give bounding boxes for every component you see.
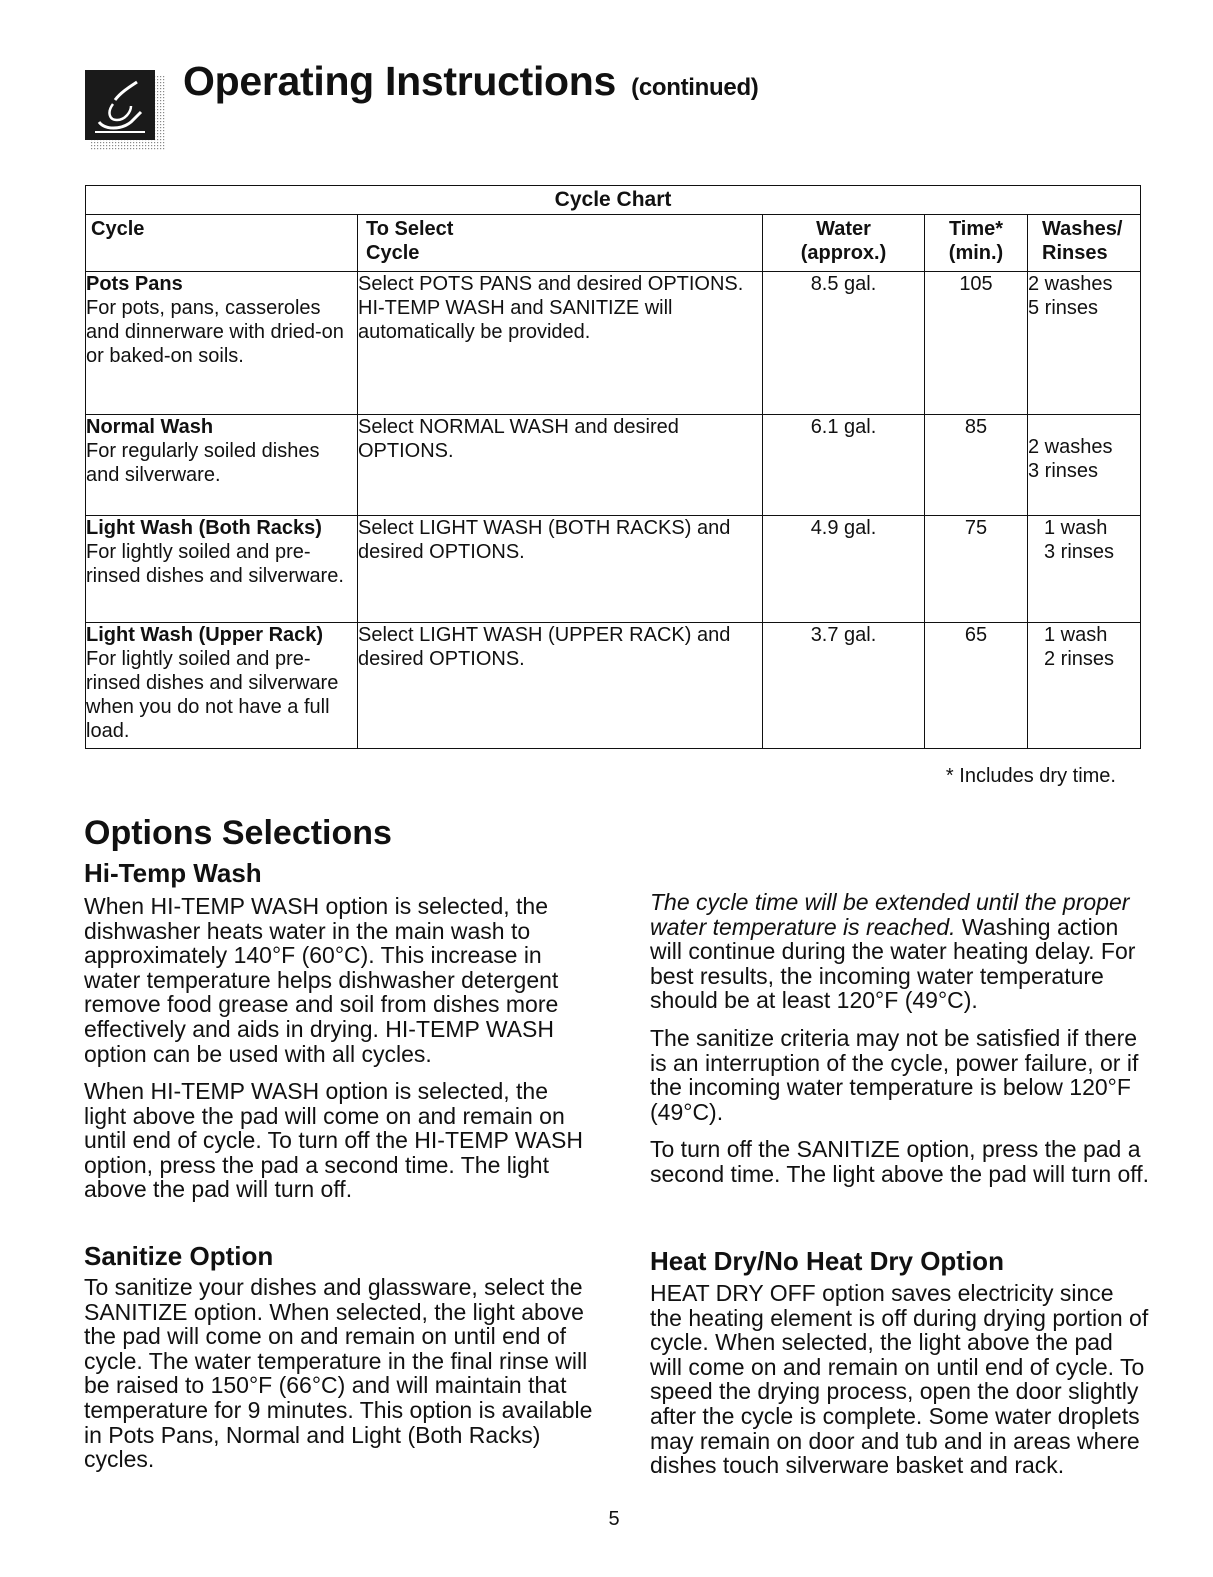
right-paragraph-2: The sanitize criteria may not be satisfied if there is an interruption of the cycle, power failure, or if the incoming water temperature is below 120°F (49°C). xyxy=(650,1025,1139,1125)
cycle-cell xyxy=(86,415,358,516)
cycle-cell xyxy=(86,272,358,415)
title-text: Operating Instructions xyxy=(183,58,617,104)
cycle-name: Pots Pans xyxy=(86,273,183,295)
cycle-cell xyxy=(86,516,358,623)
dishwasher-hand-icon xyxy=(85,70,165,150)
water-cell: 8.5 gal. xyxy=(763,272,925,415)
to-select-cell: Select NORMAL WASH and desired OPTIONS. xyxy=(358,415,763,516)
washes-cell xyxy=(1028,516,1141,623)
section-title: Options Selections xyxy=(84,814,392,852)
header-cycle-label: Cycle xyxy=(91,218,145,240)
cycle-description: For lightly soiled and pre-rinsed dishes and silverware when you do not have a full load. xyxy=(86,648,339,742)
hi-temp-paragraph-2: When HI-TEMP WASH option is selected, the light above the pad will come on and remain on until end of cycle. To turn off the HI-TEMP WASH option, press the pad a second time. The light above the pad will turn off. xyxy=(84,1078,583,1203)
table-row xyxy=(86,623,1141,749)
time-cell: 85 xyxy=(925,415,1028,516)
sanitize-paragraph: To sanitize your dishes and glassware, select the SANITIZE option. When selected, the light above the pad will come on and remain on until end of cycle. The water temperature in the final rinse will be raised to 150°F (66°C) and will maintain that temperature for 9 minutes. This option is available in Pots Pans, Normal and Light (Both Racks) cycles. xyxy=(84,1274,593,1473)
heat-dry-paragraph: HEAT DRY OFF option saves electricity since the heating element is off during drying portion of cycle. When selected, the light above the pad will come on and remain on until end of cycle. To speed the drying process, open the door slightly after the cycle is complete. Some water droplets may remain on door and tub and in areas where dishes touch silverware basket and rack. xyxy=(650,1280,1149,1479)
washes-value: 2 washes xyxy=(1028,273,1113,295)
header-to-select xyxy=(358,215,763,272)
cycle-chart-caption: Cycle Chart xyxy=(86,186,1141,215)
cycle-name: Light Wash (Upper Rack) xyxy=(86,624,324,646)
header-washes xyxy=(1028,215,1141,272)
water-cell: 3.7 gal. xyxy=(763,623,925,749)
cycle-cell xyxy=(86,623,358,749)
time-cell: 75 xyxy=(925,516,1028,623)
washes-cell xyxy=(1028,623,1141,749)
hi-temp-heading: Hi-Temp Wash xyxy=(84,858,262,888)
header-water xyxy=(763,215,925,272)
header-water-line1: Water xyxy=(816,218,871,240)
rinses-value: 2 rinses xyxy=(1044,648,1115,670)
washes-value: 1 wash xyxy=(1044,624,1108,646)
header-water-line2: (approx.) xyxy=(800,242,887,264)
washes-cell xyxy=(1028,272,1141,415)
header-to-select-line1: To Select xyxy=(366,218,454,240)
cycle-description: For regularly soiled dishes and silverware. xyxy=(86,440,320,486)
water-cell: 6.1 gal. xyxy=(763,415,925,516)
header-to-select-line2: Cycle xyxy=(366,242,420,264)
cycle-description: For lightly soiled and pre-rinsed dishes and silverware. xyxy=(86,541,344,587)
right-paragraph-1 xyxy=(650,890,1150,1013)
header-washes-line1: Washes/ xyxy=(1042,218,1123,240)
washes-value: 1 wash xyxy=(1044,517,1108,539)
time-cell: 65 xyxy=(925,623,1028,749)
right-paragraph-1-italic: The cycle time will be extended until the proper water temperature is reached. xyxy=(650,889,1130,940)
header-time-line2: (min.) xyxy=(948,242,1004,264)
time-cell: 105 xyxy=(925,272,1028,415)
right-paragraph-1-rest: Washing action will continue during the water heating delay. For best results, the incoming water temperature should be at least 120°F (49°C). xyxy=(650,913,1136,1014)
cycle-description: For pots, pans, casseroles and dinnerware with dried-on or baked-on soils. xyxy=(86,297,344,367)
cycle-chart-table xyxy=(85,185,1141,749)
to-select-cell: Select POTS PANS and desired OPTIONS. HI-TEMP WASH and SANITIZE will automatically be provided. xyxy=(358,272,763,415)
page-number: 5 xyxy=(608,1508,620,1530)
rinses-value: 3 rinses xyxy=(1028,460,1099,482)
rinses-value: 3 rinses xyxy=(1044,541,1115,563)
water-cell: 4.9 gal. xyxy=(763,516,925,623)
table-row xyxy=(86,415,1141,516)
heat-dry-heading: Heat Dry/No Heat Dry Option xyxy=(650,1246,1004,1276)
title-continued: (continued) xyxy=(631,74,759,101)
header-time-line1: Time* xyxy=(948,218,1004,240)
rinses-value: 5 rinses xyxy=(1028,297,1099,319)
header-time xyxy=(925,215,1028,272)
cycle-name: Normal Wash xyxy=(86,416,214,438)
hi-temp-paragraph-1: When HI-TEMP WASH option is selected, the dishwasher heats water in the main wash to approximately 140°F (60°C). This increase in water temperature helps dishwasher detergent remove food grease and soil from dishes more effectively and aids in drying. HI-TEMP WASH option can be used with all cycles. xyxy=(84,893,559,1067)
sanitize-heading: Sanitize Option xyxy=(84,1241,274,1271)
table-row xyxy=(86,272,1141,415)
header-cycle xyxy=(86,215,358,272)
table-header-row xyxy=(86,215,1141,272)
washes-cell xyxy=(1028,415,1141,516)
header-washes-line2: Rinses xyxy=(1042,242,1108,264)
table-footnote: * Includes dry time. xyxy=(945,765,1116,787)
table-row xyxy=(86,516,1141,623)
washes-value: 2 washes xyxy=(1028,436,1113,458)
cycle-name: Light Wash (Both Racks) xyxy=(86,517,322,539)
right-paragraph-3: To turn off the SANITIZE option, press the pad a second time. The light above the pad will turn off. xyxy=(650,1136,1150,1187)
to-select-cell: Select LIGHT WASH (UPPER RACK) and desired OPTIONS. xyxy=(358,623,763,749)
page-title xyxy=(183,58,759,105)
to-select-cell: Select LIGHT WASH (BOTH RACKS) and desired OPTIONS. xyxy=(358,516,763,623)
